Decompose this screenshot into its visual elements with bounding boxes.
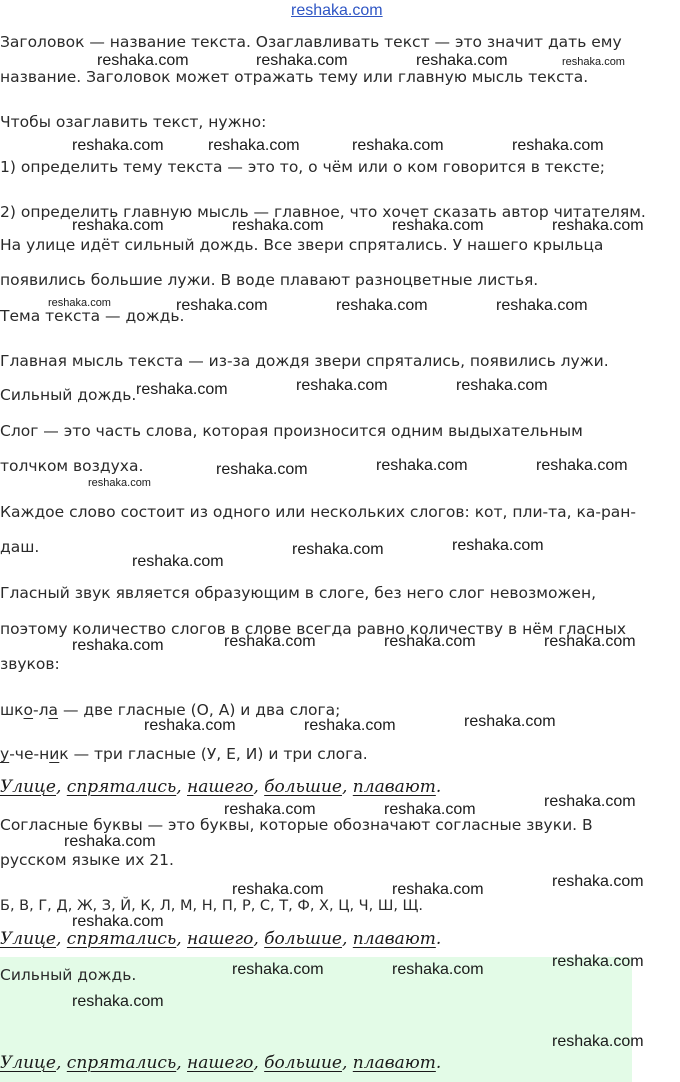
text-line: название. Заголовок может отражать тему или главную мысль текста. bbox=[0, 68, 589, 86]
watermark: reshaka.com bbox=[72, 913, 164, 930]
watermark: reshaka.com bbox=[512, 137, 604, 154]
handwritten-word: большие bbox=[264, 929, 342, 949]
text-line: Каждое слово состоит из одного или нескольких слогов: кот, пли-та, ка-ран- bbox=[0, 503, 637, 521]
handwritten-word: нашего bbox=[187, 777, 254, 797]
watermark: reshaka.com bbox=[496, 297, 588, 314]
text-line: поэтому количество слогов в слове всегда равно количеству в нём гласных bbox=[0, 620, 626, 638]
watermark: reshaka.com bbox=[48, 297, 111, 309]
watermark: reshaka.com bbox=[392, 217, 484, 234]
watermark: reshaka.com bbox=[536, 457, 628, 474]
text-line: 1) определить тему текста — это то, о чём или о ком говорится в тексте; bbox=[0, 158, 605, 176]
example-note: — три гласные (У, Е, И) и три слога. bbox=[73, 745, 368, 763]
vowel: а bbox=[48, 701, 59, 719]
watermark: reshaka.com bbox=[232, 961, 324, 978]
text-line: даш. bbox=[0, 538, 40, 556]
text-line: звуков: bbox=[0, 655, 60, 673]
watermark: reshaka.com bbox=[88, 477, 151, 489]
watermark: reshaka.com bbox=[132, 553, 224, 570]
text-line: толчком воздуха. bbox=[0, 457, 144, 475]
watermark: reshaka.com bbox=[72, 637, 164, 654]
watermark: reshaka.com bbox=[552, 953, 644, 970]
text-line: Тема текста — дождь. bbox=[0, 307, 185, 325]
watermark: reshaka.com bbox=[452, 537, 544, 554]
watermark: reshaka.com bbox=[208, 137, 300, 154]
watermark: reshaka.com bbox=[224, 801, 316, 818]
watermark: reshaka.com bbox=[544, 793, 636, 810]
vowel: о bbox=[23, 701, 34, 719]
watermark: reshaka.com bbox=[216, 461, 308, 478]
watermark: reshaka.com bbox=[97, 52, 189, 69]
watermark: reshaka.com bbox=[392, 961, 484, 978]
watermark: reshaka.com bbox=[224, 633, 316, 650]
handwritten-word: большие bbox=[264, 1053, 342, 1073]
watermark: reshaka.com bbox=[392, 881, 484, 898]
watermark: reshaka.com bbox=[544, 633, 636, 650]
text-line: На улице идёт сильный дождь. Все звери спрятались. У нашего крыльца bbox=[0, 236, 604, 254]
watermark: reshaka.com bbox=[136, 381, 228, 398]
example-student bbox=[0, 744, 368, 764]
watermark: reshaka.com bbox=[256, 52, 348, 69]
handwritten-word: плавают bbox=[352, 1053, 436, 1073]
watermark: reshaka.com bbox=[72, 993, 164, 1010]
handwritten-word: Улице bbox=[0, 929, 56, 949]
watermark: reshaka.com bbox=[72, 217, 164, 234]
watermark: reshaka.com bbox=[562, 56, 625, 68]
watermark: reshaka.com bbox=[352, 137, 444, 154]
handwritten-word: Улице bbox=[0, 777, 56, 797]
handwritten-answer: Улице, спрятались, нашего, большие, плавают. bbox=[0, 929, 442, 949]
text-line: Согласные буквы — это буквы, которые обозначают согласные звуки. В bbox=[0, 816, 593, 834]
handwritten-word: нашего bbox=[187, 1053, 254, 1073]
text-line: 2) определить главную мысль — главное, что хочет сказать автор читателям. bbox=[0, 203, 646, 221]
syllable: -л bbox=[33, 701, 49, 719]
watermark: reshaka.com bbox=[232, 881, 324, 898]
watermark: reshaka.com bbox=[72, 137, 164, 154]
handwritten-word: Улице bbox=[0, 1053, 56, 1073]
watermark: reshaka.com bbox=[552, 1033, 644, 1050]
vowel: у bbox=[0, 745, 10, 763]
text-line: Чтобы озаглавить текст, нужно: bbox=[0, 113, 267, 131]
watermark: reshaka.com bbox=[456, 377, 548, 394]
text-line: Сильный дождь. bbox=[0, 386, 137, 404]
handwritten-answer: Улице, спрятались, нашего, большие, плавают. bbox=[0, 777, 442, 797]
syllable: -че-н bbox=[9, 745, 50, 763]
watermark: reshaka.com bbox=[64, 833, 156, 850]
watermark: reshaka.com bbox=[376, 457, 468, 474]
text-line: Сильный дождь. bbox=[0, 966, 137, 984]
watermark: reshaka.com bbox=[144, 717, 236, 734]
handwritten-answer: Улице, спрятались, нашего, большие, плавают. bbox=[0, 1053, 442, 1073]
text-line: русском языке их 21. bbox=[0, 851, 174, 869]
example-note: — две гласные (О, А) и два слога; bbox=[62, 701, 341, 719]
watermark: reshaka.com bbox=[176, 297, 268, 314]
watermark: reshaka.com bbox=[416, 52, 508, 69]
text-line: Гласный звук является образующим в слоге, без него слог невозможен, bbox=[0, 584, 597, 602]
watermark: reshaka.com bbox=[232, 217, 324, 234]
watermark: reshaka.com bbox=[384, 633, 476, 650]
vowel: и bbox=[49, 745, 60, 763]
handwritten-word: нашего bbox=[187, 929, 254, 949]
watermark: reshaka.com bbox=[552, 217, 644, 234]
handwritten-word: большие bbox=[264, 777, 342, 797]
text-line: Слог — это часть слова, которая произносится одним выдыхательным bbox=[0, 422, 583, 440]
watermark: reshaka.com bbox=[552, 873, 644, 890]
handwritten-word: плавают bbox=[352, 929, 436, 949]
text-line: появились большие лужи. В воде плавают разноцветные листья. bbox=[0, 271, 539, 289]
text-line: Заголовок — название текста. Озаглавливать текст — это значит дать ему bbox=[0, 33, 622, 51]
syllable: к bbox=[59, 745, 69, 763]
syllable: шк bbox=[0, 701, 24, 719]
watermark: reshaka.com bbox=[336, 297, 428, 314]
site-link[interactable]: reshaka.com bbox=[291, 2, 383, 19]
handwritten-word: спрятались bbox=[66, 1053, 177, 1073]
consonant-letters: Б, В, Г, Д, Ж, З, Й, К, Л, М, Н, П, Р, С, Т, Ф, Х, Ц, Ч, Ш, Щ. bbox=[0, 898, 424, 914]
watermark: reshaka.com bbox=[464, 713, 556, 730]
handwritten-word: спрятались bbox=[66, 929, 177, 949]
watermark: reshaka.com bbox=[384, 801, 476, 818]
text-line: Главная мысль текста — из-за дождя звери спрятались, появились лужи. bbox=[0, 352, 609, 370]
watermark: reshaka.com bbox=[304, 717, 396, 734]
handwritten-word: плавают bbox=[352, 777, 436, 797]
watermark: reshaka.com bbox=[296, 377, 388, 394]
handwritten-word: спрятались bbox=[66, 777, 177, 797]
watermark: reshaka.com bbox=[292, 541, 384, 558]
